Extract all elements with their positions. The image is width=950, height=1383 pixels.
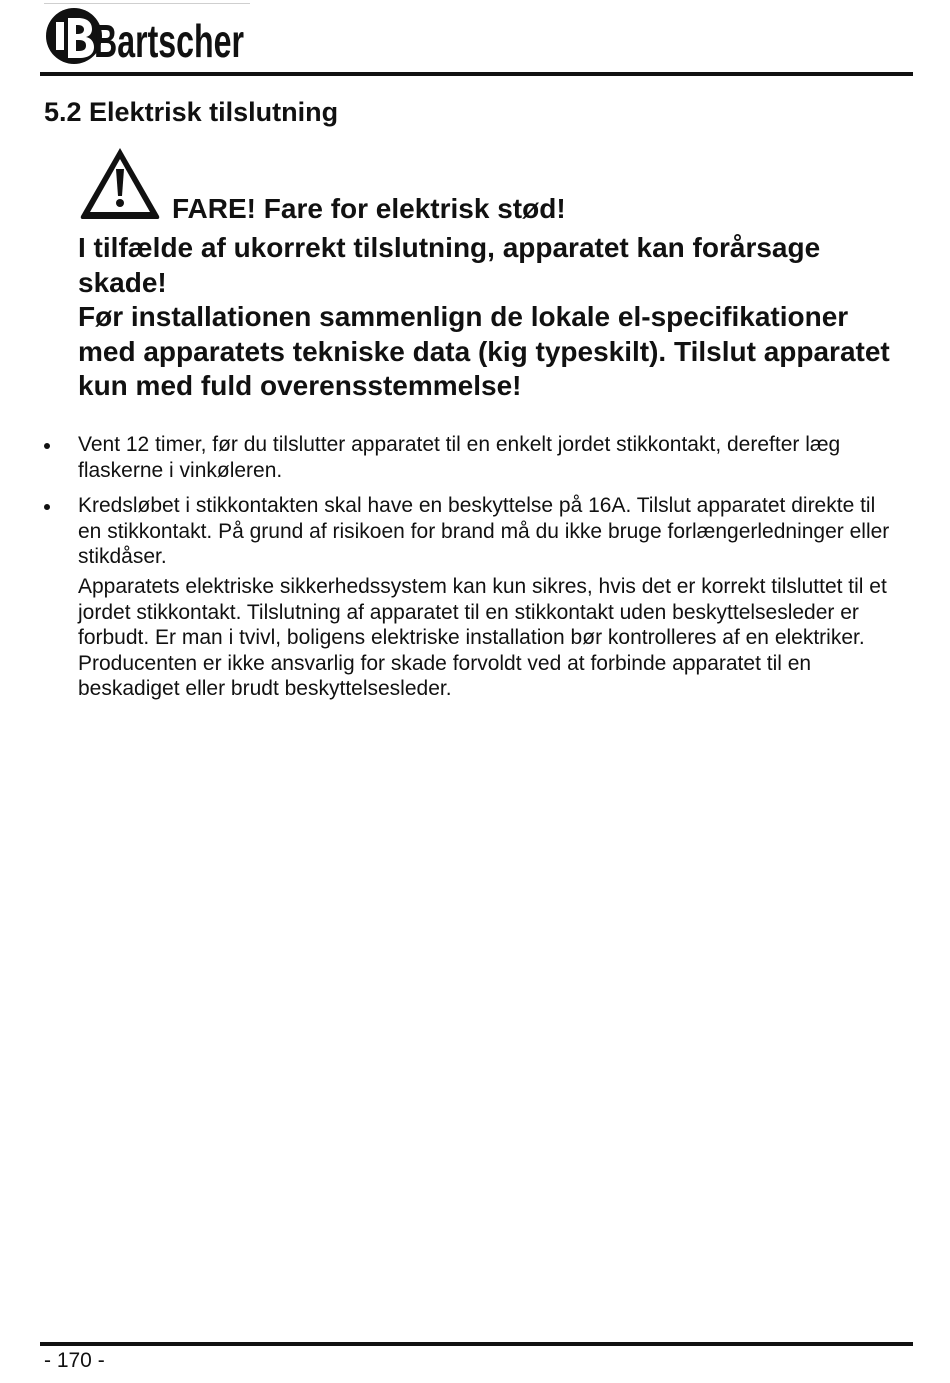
list-item	[0, 432, 898, 483]
safety-paragraph: Apparatets elektriske sikkerhedssystem kan kun sikres, hvis det er korrekt tilsluttet til et jordet stikkontakt. Tilslutning af apparatet til en stikkontakt uden beskyttelsesleder er forbudt. Er man i tvivl, boligens elektriske installation bør kontrolleres af en elektriker. Producenten er ikke ansvarlig for skade forvoldt ved at forbinde apparatet til en beskadiget eller brudt beskyttelsesleder.	[78, 575, 887, 700]
warning-line-2: Før installationen sammenlign de lokale el-specifikationer med apparatets tekniske data (kig typeskilt). Tilslut apparatet kun med fuld overensstemmelse!	[78, 301, 890, 401]
footer-rule	[40, 1342, 913, 1346]
warning-body	[78, 231, 908, 404]
bullet-icon	[44, 504, 50, 510]
header-rule	[40, 72, 913, 76]
list-item-text: Vent 12 timer, før du tilslutter apparatet til en enkelt jordet stikkontakt, derefter læg flaskerne i vinkøleren.	[78, 433, 841, 482]
section-title: 5.2 Elektrisk tilslutning	[44, 97, 339, 127]
list-item	[0, 493, 898, 570]
warning-heading: FARE! Fare for elektrisk stød!	[172, 193, 566, 224]
bullet-list	[0, 432, 950, 580]
warning-line-1: I tilfælde af ukorrekt tilslutning, apparatet kan forårsage skade!	[78, 232, 821, 298]
logo-wordmark: Bartscher	[94, 15, 245, 67]
bartscher-logo	[44, 4, 250, 66]
list-item-text: Kredsløbet i stikkontakten skal have en beskyttelse på 16A. Tilslut apparatet direkte til en stikkontakt. På grund af risikoen for brand må du ikke bruge forlængerledninger eller stikdåser.	[78, 494, 890, 568]
page-number: - 170 -	[44, 1349, 105, 1372]
warning-triangle-icon	[78, 144, 162, 222]
bullet-icon	[44, 443, 50, 449]
